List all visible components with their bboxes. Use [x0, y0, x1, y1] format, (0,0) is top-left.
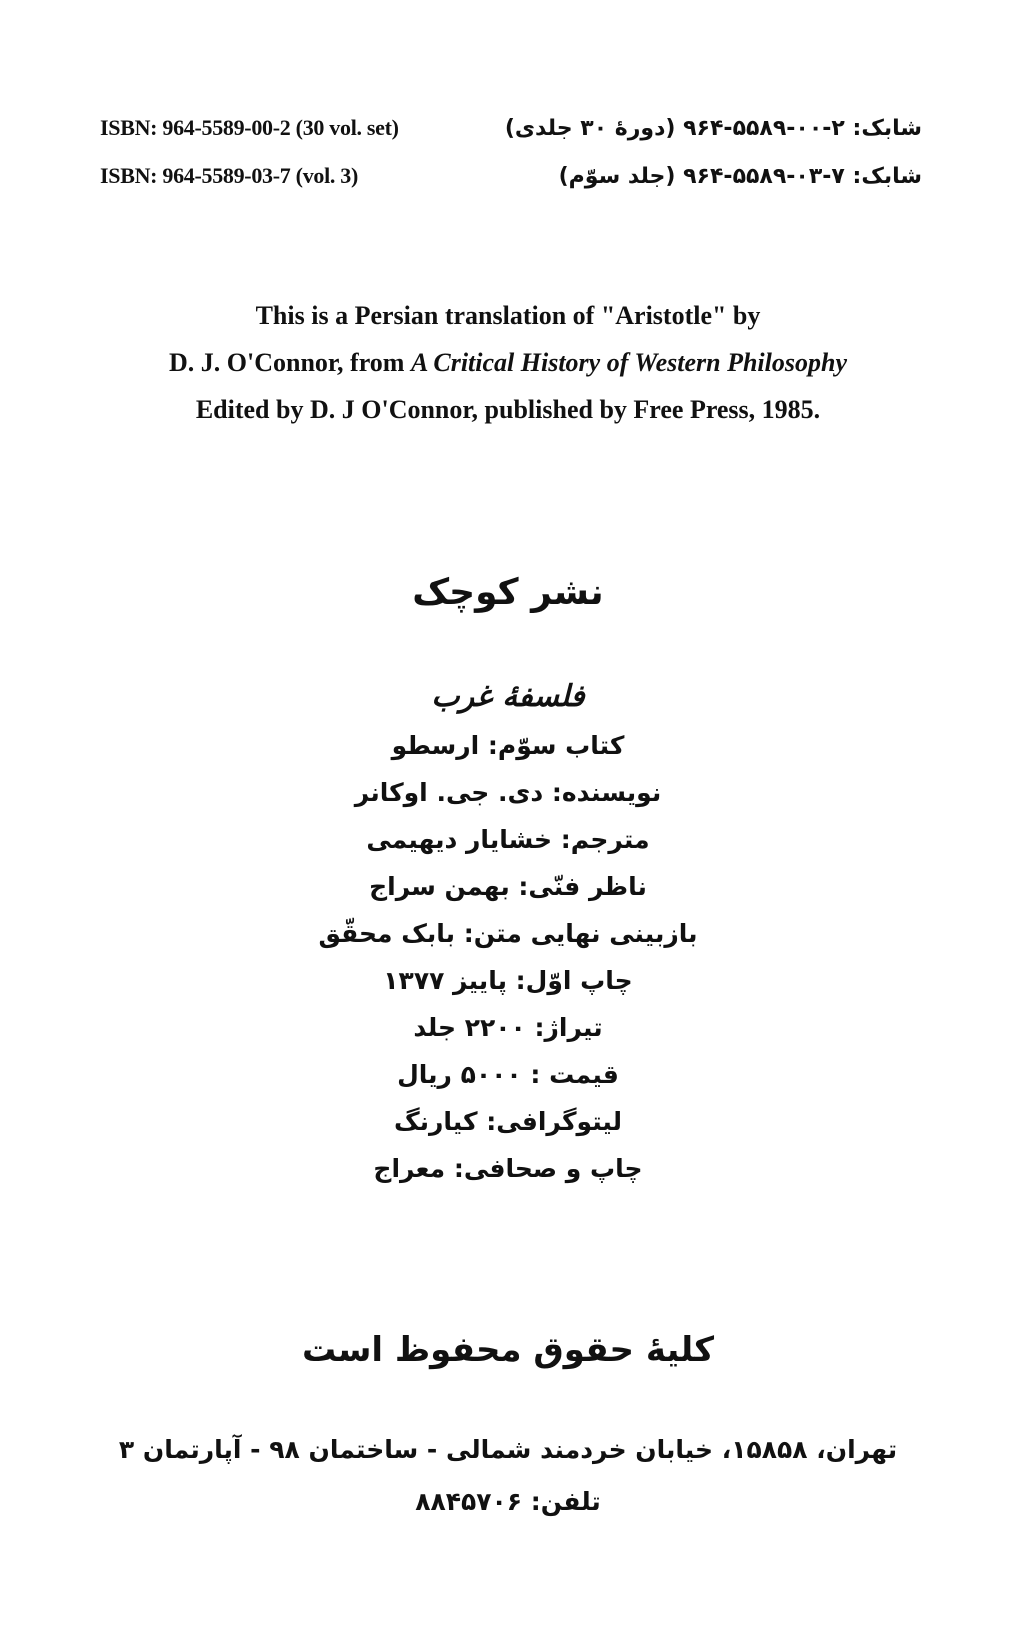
- note-line-2-prefix: D. J. O'Connor, from: [168, 348, 411, 377]
- publisher-name: نشر کوچک: [412, 572, 604, 613]
- credit-final-review: بازبینی نهایی متن: بابک محقّق: [318, 919, 698, 948]
- original-book-title: A Critical History of Western Philosophy: [410, 348, 847, 377]
- credit-book: کتاب سوّم: ارسطو: [391, 731, 625, 760]
- credit-technical-supervisor: ناظر فنّی: بهمن سراج: [369, 872, 647, 901]
- credit-print-run: تیراژ: ۲۲۰۰ جلد: [413, 1013, 603, 1042]
- phone-line: تلفن: ۸۸۴۵۷۰۶: [415, 1487, 601, 1516]
- credit-first-print: چاپ اوّل: پاییز ۱۳۷۷: [383, 966, 633, 995]
- rights-statement: کلیهٔ حقوق محفوظ است: [301, 1330, 715, 1370]
- isbn-set-persian: شابک: ۲-۰۰-۵۵۸۹-۹۶۴ (دورهٔ ۳۰ جلدی): [504, 115, 922, 141]
- credit-lithography: لیتوگرافی: کیارنگ: [393, 1107, 622, 1136]
- credits-block: [0, 672, 1016, 1192]
- note-line-1: This is a Persian translation of "Aristotle" by: [255, 301, 761, 330]
- publisher-address: [0, 1424, 1016, 1528]
- credit-author: نویسنده: دی. جی. اوکانر: [354, 778, 662, 807]
- series-title: فلسفهٔ غرب: [431, 679, 585, 714]
- isbn-volume-row: [100, 156, 922, 196]
- note-line-2: [80, 339, 936, 386]
- credit-translator: مترجم: خشایار دیهیمی: [366, 825, 650, 854]
- isbn-volume-english: ISBN: 964-5589-03-7 (vol. 3): [100, 163, 359, 188]
- credit-price: قیمت : ۵۰۰۰ ریال: [397, 1060, 619, 1089]
- address-line: تهران، ۱۵۸۵۸، خیابان خردمند شمالی - ساختمان ۹۸ - آپارتمان ۳: [118, 1435, 898, 1464]
- note-line-3: Edited by D. J O'Connor, published by Free Press, 1985.: [195, 395, 821, 424]
- isbn-set-english: ISBN: 964-5589-00-2 (30 vol. set): [100, 115, 399, 140]
- translation-note: [80, 292, 936, 433]
- credit-printing-binding: چاپ و صحافی: معراج: [373, 1154, 643, 1183]
- isbn-set-row: [100, 108, 922, 148]
- isbn-volume-persian: شابک: ۷-۰۳-۵۵۸۹-۹۶۴ (جلد سوّم): [558, 163, 922, 189]
